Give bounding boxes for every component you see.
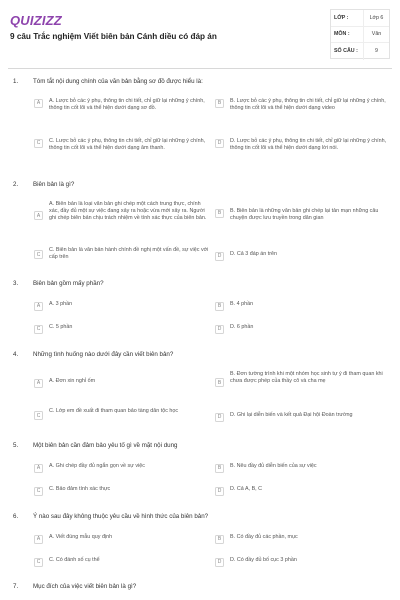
question-text: Ý nào sau đây không thuộc yêu cầu về hình thức của biên bản? bbox=[33, 513, 209, 520]
meta-table bbox=[330, 9, 390, 59]
option-a[interactable] bbox=[34, 534, 214, 544]
header-divider bbox=[8, 68, 392, 69]
question-number: 5. bbox=[13, 442, 19, 449]
question-number: 4. bbox=[13, 351, 19, 358]
meta-key: LỚP : bbox=[334, 14, 349, 21]
option-c[interactable] bbox=[34, 247, 214, 261]
option-a[interactable] bbox=[34, 98, 214, 112]
option-d[interactable] bbox=[215, 486, 390, 496]
option-letter-badge: B bbox=[215, 464, 224, 473]
option-text: A. Lược bỏ các ý phụ, thông tin chi tiết, chỉ giữ lại những ý chính, thông tin cốt lõi và thể hiện dưới dạng sơ đồ. bbox=[49, 98, 205, 111]
meta-value: Văn bbox=[363, 27, 389, 43]
option-d[interactable] bbox=[215, 412, 390, 422]
option-letter-badge: A bbox=[34, 535, 43, 544]
option-text: A. Biên bản là loại văn bản ghi chép một cách trung thực, chính xác, đầy đủ một sự việc đang xảy ra hoặc vừa mới xảy ra. Người ghi chép biên bản chịu trách nhiệm về tính xác thực của biên bản. bbox=[49, 201, 207, 221]
question-text: Biên bản gồm mấy phần? bbox=[33, 280, 104, 287]
option-text: D. Cả 3 đáp án trên bbox=[230, 251, 278, 257]
option-a[interactable] bbox=[34, 378, 214, 388]
option-letter-badge: C bbox=[34, 558, 43, 567]
option-letter-badge: A bbox=[34, 211, 43, 220]
option-text: C. Có đánh số cụ thể bbox=[49, 557, 100, 563]
option-text: B. Lược bỏ các ý phụ, thông tin chi tiết, chỉ giữ lại những ý chính, thông tin cốt lõi và thể hiện dưới dạng video bbox=[230, 98, 386, 111]
option-letter-badge: D bbox=[215, 558, 224, 567]
option-text: B. Đơn tường trình khi một nhóm học sinh tự ý đi tham quan khi chưa được phép của thầy cô và cha mẹ bbox=[230, 371, 383, 384]
question-number: 7. bbox=[13, 583, 19, 590]
option-letter-badge: D bbox=[215, 252, 224, 261]
option-text: D. 6 phần bbox=[230, 324, 254, 330]
option-text: D. Ghi lại diễn biến và kết quả Đại hội Đoàn trường bbox=[230, 412, 353, 418]
option-letter-badge: B bbox=[215, 209, 224, 218]
question-header bbox=[13, 351, 383, 359]
option-text: A. Đơn xin nghỉ ốm bbox=[49, 378, 96, 384]
option-letter-badge: B bbox=[215, 99, 224, 108]
option-letter-badge: B bbox=[215, 535, 224, 544]
question-header bbox=[13, 583, 383, 591]
question-header bbox=[13, 513, 383, 521]
question-text: Tóm tắt nội dung chính của văn bản bằng sơ đồ được hiểu là: bbox=[33, 78, 203, 85]
option-letter-badge: D bbox=[215, 487, 224, 496]
option-letter-badge: B bbox=[215, 302, 224, 311]
meta-row-subject bbox=[331, 27, 389, 44]
option-text: C. Lớp em đề xuất đi tham quan bảo tàng dân tộc học bbox=[49, 408, 179, 414]
option-letter-badge: A bbox=[34, 302, 43, 311]
option-c[interactable] bbox=[34, 557, 214, 567]
option-c[interactable] bbox=[34, 138, 214, 152]
question-number: 2. bbox=[13, 181, 19, 188]
option-letter-badge: B bbox=[215, 378, 224, 387]
option-letter-badge: A bbox=[34, 464, 43, 473]
option-a[interactable] bbox=[34, 463, 214, 473]
question-number: 3. bbox=[13, 280, 19, 287]
option-c[interactable] bbox=[34, 408, 214, 420]
option-b[interactable] bbox=[215, 208, 390, 222]
option-letter-badge: C bbox=[34, 487, 43, 496]
quizizz-logo: QUIZIZZ bbox=[10, 13, 62, 28]
question-header bbox=[13, 442, 383, 450]
document-header bbox=[0, 0, 400, 66]
option-b[interactable] bbox=[215, 98, 390, 112]
question-text: Biên bản là gì? bbox=[33, 181, 75, 188]
option-text: C. 5 phần bbox=[49, 324, 73, 330]
meta-value: 9 bbox=[363, 43, 389, 60]
option-d[interactable] bbox=[215, 251, 390, 261]
option-text: A. Viết đúng mẫu quy định bbox=[49, 534, 113, 540]
option-b[interactable] bbox=[215, 371, 390, 387]
meta-key: MÔN : bbox=[334, 31, 350, 38]
question-number: 6. bbox=[13, 513, 19, 520]
option-letter-badge: A bbox=[34, 99, 43, 108]
option-text: D. Lược bỏ các ý phụ, thông tin chi tiết, chỉ giữ lại những ý chính, thông tin cốt lõi và thể hiện dưới dạng lời nói. bbox=[230, 138, 387, 151]
option-letter-badge: C bbox=[34, 139, 43, 148]
option-text: B. Nêu đầy đủ diễn biến của sự việc bbox=[230, 463, 317, 469]
meta-value: Lớp 6 bbox=[363, 10, 389, 26]
question-text: Mục đích của việc viết biên bản là gì? bbox=[33, 583, 137, 590]
option-d[interactable] bbox=[215, 557, 390, 567]
option-b[interactable] bbox=[215, 463, 390, 473]
question-header bbox=[13, 78, 383, 86]
option-text: B. Có đầy đủ các phần, mục bbox=[230, 534, 298, 540]
option-letter-badge: C bbox=[34, 411, 43, 420]
meta-row-class bbox=[331, 10, 389, 27]
option-a[interactable] bbox=[34, 301, 214, 311]
option-d[interactable] bbox=[215, 138, 390, 152]
option-letter-badge: C bbox=[34, 325, 43, 334]
option-letter-badge: D bbox=[215, 413, 224, 422]
question-header bbox=[13, 181, 383, 189]
option-letter-badge: D bbox=[215, 325, 224, 334]
option-text: C. Biên bản là văn bản hành chính đề nghị một vấn đề, sự việc với cấp trên bbox=[49, 247, 209, 260]
meta-row-count bbox=[331, 43, 389, 60]
option-text: B. Biên bản là những văn bản ghi chép lại tản mạn những câu chuyện được lưu truyền trong dân gian bbox=[230, 208, 379, 221]
meta-key: SỐ CÂU : bbox=[334, 48, 358, 55]
question-number: 1. bbox=[13, 78, 19, 85]
option-text: B. 4 phần bbox=[230, 301, 254, 307]
question-text: Một biên bản cần đảm bảo yêu tố gì về mặt nội dung bbox=[33, 442, 178, 449]
option-text: A. 3 phần bbox=[49, 301, 73, 307]
option-b[interactable] bbox=[215, 534, 390, 544]
option-a[interactable] bbox=[34, 201, 214, 222]
option-text: C. Bảo đảm tính xác thực bbox=[49, 486, 111, 492]
option-text: C. Lược bỏ các ý phụ, thông tin chi tiết, chỉ giữ lại những ý chính, thông tin cốt lõi và thể hiện dưới dạng âm thanh. bbox=[49, 138, 206, 151]
option-c[interactable] bbox=[34, 324, 214, 334]
question-text: Những tình huống nào dưới đây cần viết biên bản? bbox=[33, 351, 174, 358]
question-header bbox=[13, 280, 383, 288]
option-text: D. Cả A, B, C bbox=[230, 486, 263, 492]
option-c[interactable] bbox=[34, 486, 214, 496]
option-letter-badge: C bbox=[34, 250, 43, 259]
option-letter-badge: D bbox=[215, 139, 224, 148]
option-d[interactable] bbox=[215, 324, 390, 334]
option-b[interactable] bbox=[215, 301, 390, 311]
page-title: 9 câu Trắc nghiệm Viết biên bản Cánh diều có đáp án bbox=[10, 32, 217, 41]
option-text: A. Ghi chép đầy đủ ngắn gọn về sự việc bbox=[49, 463, 145, 469]
option-letter-badge: A bbox=[34, 379, 43, 388]
option-text: D. Có đầy đủ bố cục 3 phần bbox=[230, 557, 297, 563]
